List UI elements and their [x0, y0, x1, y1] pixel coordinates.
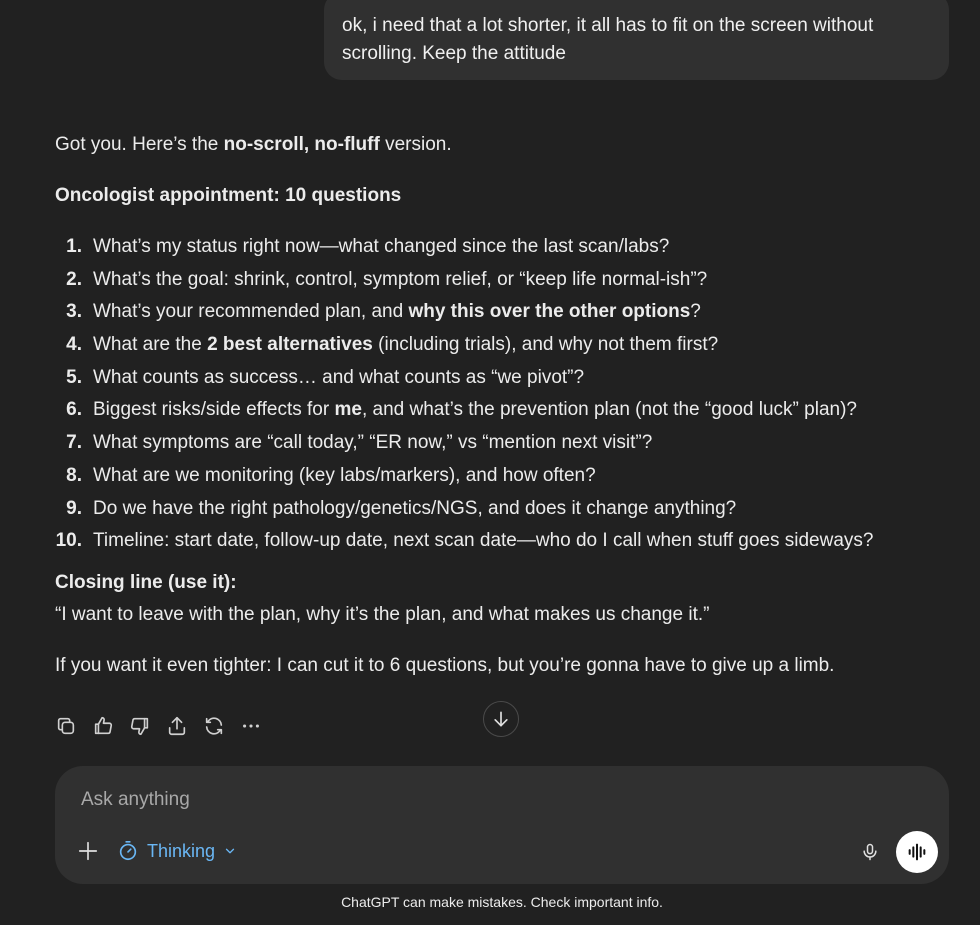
question-text [93, 396, 857, 429]
composer [55, 766, 949, 884]
question-text [93, 462, 596, 495]
question-number: 6. [66, 399, 82, 421]
question-item [55, 495, 873, 528]
thinking-mode-label: Thinking [147, 840, 216, 861]
question-text [93, 429, 652, 462]
voice-waveform-icon [906, 841, 928, 863]
question-item [55, 396, 873, 429]
user-message-bubble [324, 0, 949, 80]
thumbs-down-icon [129, 715, 151, 737]
question-text [93, 266, 707, 299]
question-number: 5. [66, 366, 82, 388]
question-text [93, 527, 873, 560]
question-number: 9. [66, 497, 82, 519]
question-text-bold: me [334, 399, 362, 421]
user-message-text: ok, i need that a lot shorter, it all has to fit on the screen without scrolling. Keep the attitude [342, 15, 874, 64]
assistant-outro: If you want it even tighter: I can cut it to 6 questions, but you’re gonna have to give up a limb. [55, 655, 835, 676]
question-item [55, 462, 873, 495]
question-item [55, 364, 873, 397]
question-text-part: Biggest risks/side effects for [93, 399, 335, 421]
question-text-part: What’s my status right now—what changed since the last scan/labs? [93, 236, 670, 257]
question-number: 3. [66, 301, 82, 323]
disclaimer-text: ChatGPT can make mistakes. Check important info. [341, 894, 663, 910]
question-text [93, 331, 718, 364]
question-text-bold: 2 best alternatives [207, 334, 373, 356]
question-text-part: What are the [93, 334, 208, 356]
question-text-part: Do we have the right pathology/genetics/NGS, and does it change anything? [93, 497, 737, 519]
question-text-part: What’s the goal: shrink, control, symptom relief, or “keep life normal-ish”? [93, 268, 708, 290]
thinking-mode-button[interactable] [117, 838, 237, 864]
message-actions [55, 712, 277, 740]
question-text-part: What symptoms are “call today,” “ER now,” vs “mention next visit”? [93, 432, 653, 454]
thumbs-up-button[interactable] [92, 712, 129, 740]
questions-list [55, 233, 873, 560]
copy-icon [55, 715, 77, 737]
arrow-down-icon [491, 709, 511, 729]
question-text [93, 233, 669, 266]
assistant-intro [55, 131, 955, 159]
copy-button[interactable] [55, 712, 92, 740]
thumbs-down-button[interactable] [129, 712, 166, 740]
microphone-icon [860, 841, 880, 863]
question-item [55, 331, 873, 364]
question-text-part: What’s your recommended plan, and [93, 301, 409, 323]
closing-quote: “I want to leave with the plan, why it’s the plan, and what makes us change it.” [55, 604, 710, 625]
thumbs-up-icon [92, 715, 114, 737]
prompt-input[interactable] [79, 784, 843, 816]
question-item [55, 429, 873, 462]
question-number: 8. [66, 464, 82, 486]
question-text-part: Timeline: start date, follow-up date, next scan date—who do I call when stuff goes sideways? [93, 530, 874, 552]
share-icon [166, 715, 188, 737]
plus-icon [77, 840, 99, 862]
question-number: 10. [55, 530, 82, 552]
question-text-part: (including trials), and why not them first? [372, 334, 719, 356]
question-text-part: , and what’s the prevention plan (not the “good luck” plan)? [361, 399, 857, 421]
add-attachment-button[interactable] [75, 838, 101, 864]
question-text-bold: why this over the other options [408, 301, 691, 323]
voice-mode-button[interactable] [896, 831, 938, 873]
question-number: 1. [66, 236, 82, 257]
question-item [55, 527, 873, 560]
questions-heading: Oncologist appointment: 10 questions [55, 185, 402, 206]
share-button[interactable] [166, 712, 203, 740]
question-text [93, 298, 701, 331]
timer-icon [117, 840, 139, 862]
dictate-button[interactable] [857, 838, 883, 866]
question-item [55, 298, 873, 331]
intro-text: Got you. Here’s the [55, 134, 224, 155]
question-number: 2. [66, 268, 82, 290]
question-item [55, 266, 873, 299]
question-item [55, 233, 873, 266]
assistant-message [55, 131, 955, 676]
question-text-part: ? [690, 301, 701, 323]
scroll-down-button[interactable] [483, 701, 519, 737]
intro-bold-text: no-scroll, no-fluff [223, 134, 380, 155]
question-number: 7. [66, 432, 82, 454]
regenerate-icon [203, 715, 225, 737]
question-number: 4. [66, 334, 82, 356]
closing-heading: Closing line (use it): [55, 572, 237, 593]
chevron-down-icon [223, 844, 237, 858]
more-icon [240, 715, 262, 737]
question-text-part: What are we monitoring (key labs/markers), and how often? [93, 464, 596, 486]
intro-suffix-text: version. [379, 134, 452, 155]
question-text-part: What counts as success… and what counts as “we pivot”? [93, 366, 585, 388]
regenerate-button[interactable] [203, 712, 240, 740]
more-button[interactable] [240, 712, 277, 740]
question-text [93, 495, 736, 528]
question-text [93, 364, 584, 397]
